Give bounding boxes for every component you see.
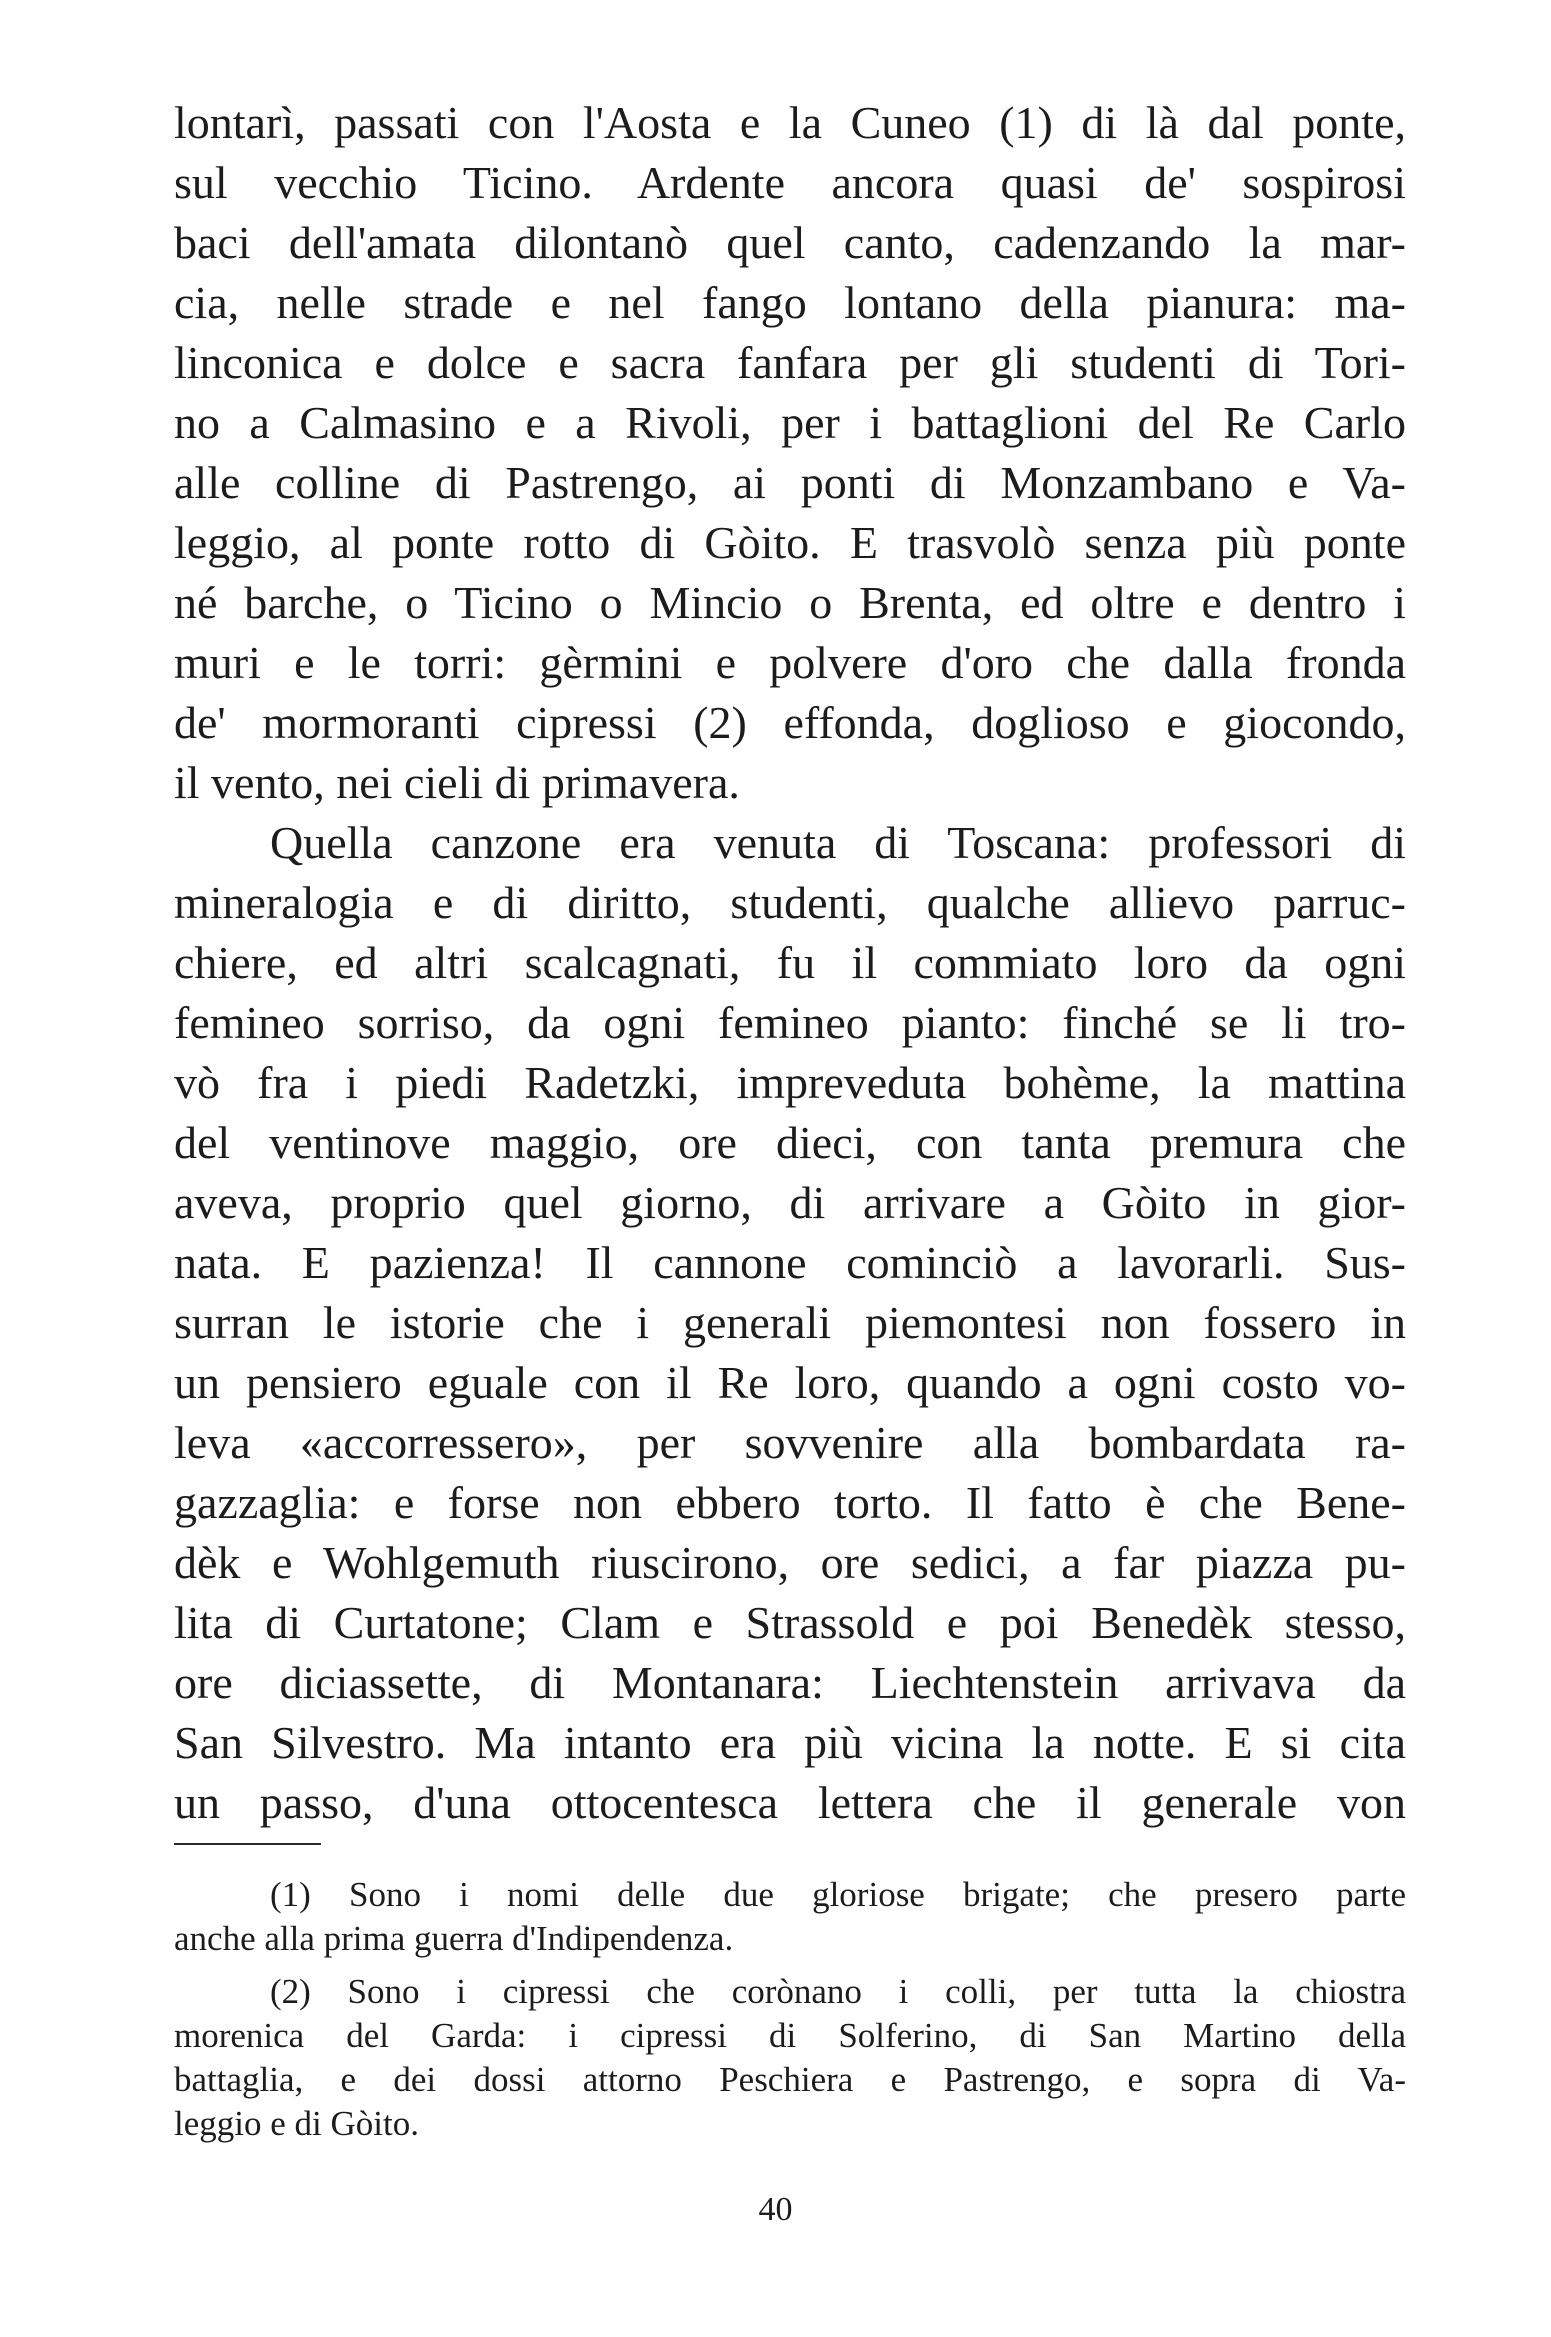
body-line: ore diciassette, di Montanara: Liechtenstein arrivava da [174,1657,1406,1708]
body-line: no a Calmasino e a Rivoli, per i battaglioni del Re Carlo [174,397,1406,448]
paragraph-first-line: Quella canzone era venuta di Toscana: professori di [270,817,1406,868]
body-line: chiere, ed altri scalcagnati, fu il commiato loro da ogni [174,937,1406,988]
body-line: leva «accorressero», per sovvenire alla bombardata ra- [174,1417,1406,1468]
body-line: San Silvestro. Ma intanto era più vicina la notte. E si cita [174,1717,1406,1768]
body-line: il vento, nei cieli di primavera. [174,757,740,808]
body-line: dèk e Wohlgemuth riuscirono, ore sedici, a far piazza pu- [174,1537,1406,1588]
body-line: cia, nelle strade e nel fango lontano della pianura: ma- [174,277,1406,328]
body-line: alle colline di Pastrengo, ai ponti di Monzambano e Va- [174,457,1406,508]
body-line: aveva, proprio quel giorno, di arrivare a Gòito in gior- [174,1177,1406,1228]
body-line: muri e le torri: gèrmini e polvere d'oro che dalla fronda [174,637,1406,688]
footnote-2-line: morenica del Garda: i cipressi di Solferino, di San Martino della [174,2016,1406,2055]
body-line: un pensiero eguale con il Re loro, quando a ogni costo vo- [174,1357,1406,1408]
page-number: 40 [758,2191,793,2228]
body-line: gazzaglia: e forse non ebbero torto. Il fatto è che Bene- [174,1477,1406,1528]
body-line: nata. E pazienza! Il cannone cominciò a lavorarli. Sus- [174,1237,1406,1288]
footnote-1-line: (1) Sono i nomi delle due gloriose brigate; che presero parte [270,1875,1406,1914]
body-line: surran le istorie che i generali piemontesi non fossero in [174,1297,1406,1348]
body-line: femineo sorriso, da ogni femineo pianto: finché se li tro- [174,997,1406,1048]
footnote-2-line: (2) Sono i cipressi che corònano i colli, per tutta la chiostra [270,1972,1406,2011]
body-line: sul vecchio Ticino. Ardente ancora quasi de' sospirosi [174,157,1406,208]
footnote-1-line: anche alla prima guerra d'Indipendenza. [174,1919,734,1958]
body-line: linconica e dolce e sacra fanfara per gli studenti di Tori- [174,337,1406,388]
footnote-2-line: battaglia, e dei dossi attorno Peschiera e Pastrengo, e sopra di Va- [174,2060,1406,2099]
body-line: leggio, al ponte rotto di Gòito. E trasvolò senza più ponte [174,517,1406,568]
body-line: vò fra i piedi Radetzki, impreveduta bohème, la mattina [174,1057,1406,1108]
footnote-separator [174,1843,321,1845]
body-line: né barche, o Ticino o Mincio o Brenta, ed oltre e dentro i [174,577,1406,628]
footnote-2-line: leggio e di Gòito. [174,2104,419,2143]
body-line: lita di Curtatone; Clam e Strassold e poi Benedèk stesso, [174,1597,1406,1648]
body-line: baci dell'amata dilontanò quel canto, cadenzando la mar- [174,217,1406,268]
body-line: mineralogia e di diritto, studenti, qualche allievo parruc- [174,877,1406,928]
body-line: de' mormoranti cipressi (2) effonda, doglioso e giocondo, [174,697,1406,748]
body-line: del ventinove maggio, ore dieci, con tanta premura che [174,1117,1406,1168]
body-line: un passo, d'una ottocentesca lettera che il generale von [174,1777,1406,1828]
body-line: lontarì, passati con l'Aosta e la Cuneo (1) di là dal ponte, [174,97,1406,148]
